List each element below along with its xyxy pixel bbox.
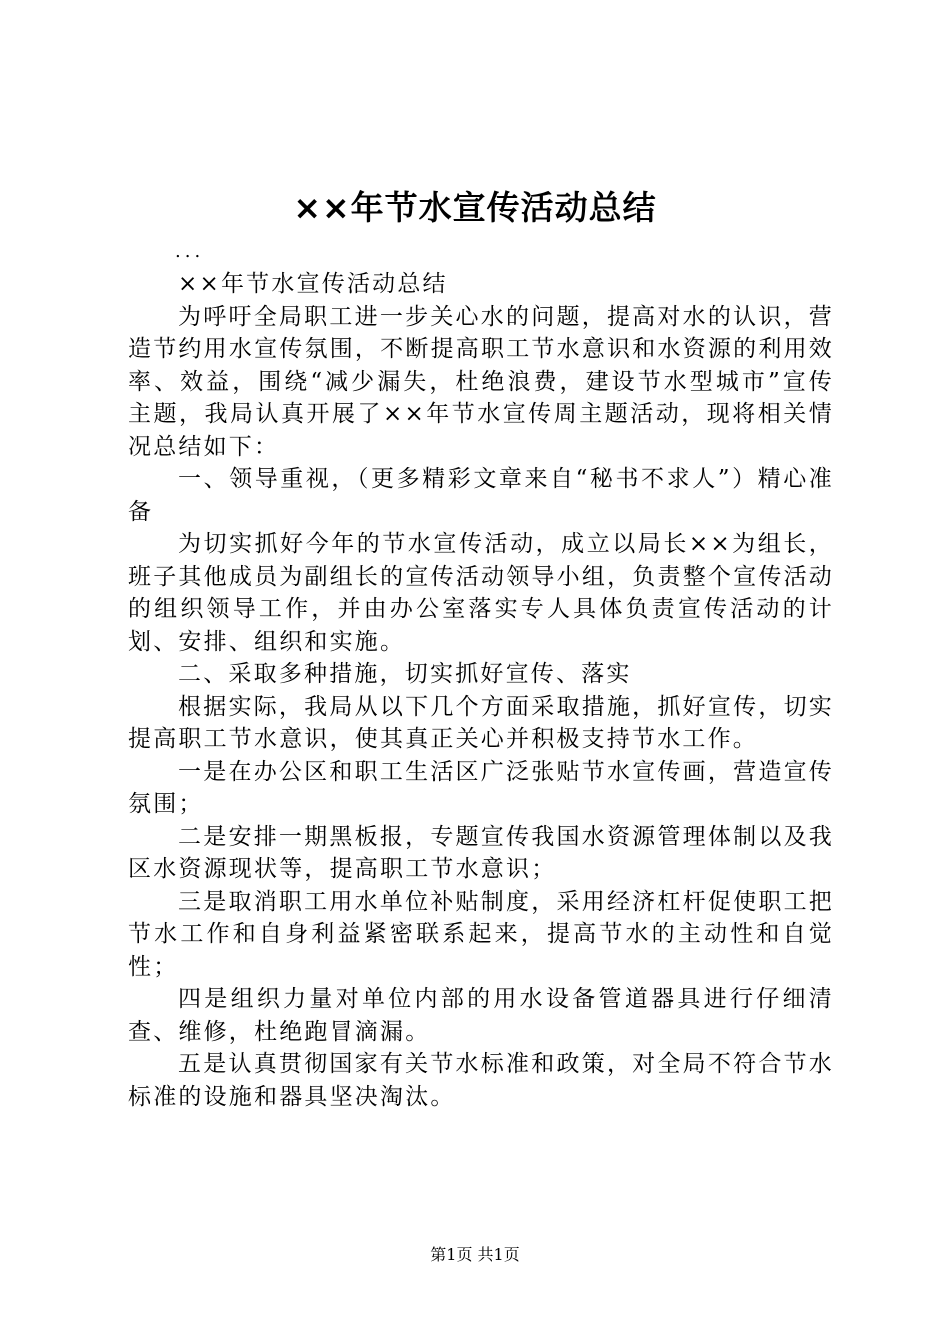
paragraph-leadership: 为切实抓好今年的节水宣传活动，成立以局长××为组长，班子其他成员为副组长的宣传活动领导小组，负责整个宣传活动的组织领导工作，并由办公室落实专人具体负责宣传活动的计划、安排、组织和实施。	[128, 531, 834, 655]
paragraph-intro: 为呼吁全局职工进一步关心水的问题，提高对水的认识，营造节约用水宣传氛围，不断提高职工节水意识和水资源的利用效率、效益，围绕“减少漏失，杜绝浪费，建设节水型城市”宣传主题，我局认真开展了××年节水宣传周主题活动，现将相关情况总结如下：	[128, 303, 834, 460]
section-heading-1: 一、领导重视，（更多精彩文章来自“秘书不求人”）精心准备	[128, 466, 834, 525]
document-title: ××年节水宣传活动总结	[293, 188, 657, 227]
document-body	[128, 241, 834, 1113]
paragraph-item-3: 三是取消职工用水单位补贴制度，采用经济杠杆促使职工把节水工作和自身利益紧密联系起来，提高节水的主动性和自觉性；	[128, 888, 834, 980]
paragraph-measures: 根据实际，我局从以下几个方面采取措施，抓好宣传，切实提高职工节水意识，使其真正关心并积极支持节水工作。	[128, 693, 834, 752]
paragraph-item-1: 一是在办公区和职工生活区广泛张贴节水宣传画，营造宣传氛围；	[128, 758, 834, 817]
paragraph-item-5: 五是认真贯彻国家有关节水标准和政策，对全局不符合节水标准的设施和器具坚决淘汰。	[128, 1051, 834, 1110]
section-heading-2: 二、采取多种措施，切实抓好宣传、落实	[178, 661, 632, 687]
paragraph-item-4: 四是组织力量对单位内部的用水设备管道器具进行仔细清查、维修，杜绝跑冒滴漏。	[128, 986, 834, 1045]
paragraph-subtitle: ××年节水宣传活动总结	[178, 271, 448, 297]
ellipsis-marker: ...	[175, 241, 205, 262]
page-footer: 第1页 共1页	[430, 1245, 520, 1264]
paragraph-item-2: 二是安排一期黑板报，专题宣传我国水资源管理体制以及我区水资源现状等，提高职工节水意识；	[128, 823, 834, 882]
